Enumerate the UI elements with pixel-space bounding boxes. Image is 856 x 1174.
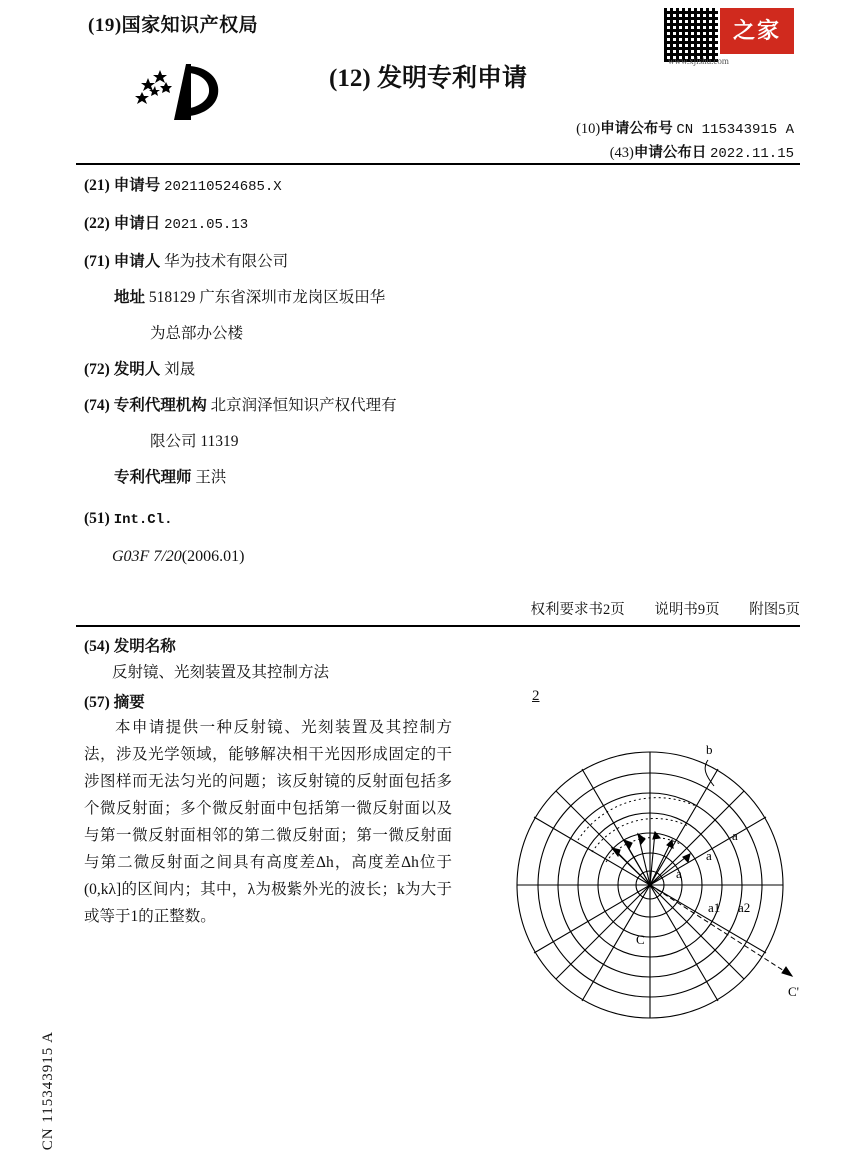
bib-value: 为总部办公楼 <box>150 325 244 342</box>
invention-name-label: 发明名称 <box>113 638 176 655</box>
bib-label: Int.Cl. <box>113 512 173 528</box>
drawings-count: 附图5页 <box>749 602 800 618</box>
publication-number-value: CN 115343915 A <box>676 122 794 138</box>
bib-value: 刘晟 <box>164 361 196 378</box>
figure-number: 2 <box>532 688 540 704</box>
document-title <box>0 58 856 94</box>
divider-top <box>76 163 800 165</box>
site-url-caption: www.xjishu.com <box>668 56 729 66</box>
invention-name-heading <box>84 634 464 656</box>
bib-label: 申请日 <box>113 215 161 232</box>
side-publication-code: CN 115343915 A <box>40 1030 56 1150</box>
figure-label-c: C <box>636 932 645 947</box>
bib-value: 华为技术有限公司 <box>164 253 289 270</box>
abstract-figure <box>500 680 830 1040</box>
figure-label-b: b <box>706 742 713 757</box>
publication-date-value: 2022.11.15 <box>709 146 794 162</box>
figure-label-c-prime: C' <box>788 984 800 999</box>
bib-row-agency-cont <box>84 428 554 455</box>
document-title-text: 发明专利申请 <box>376 65 527 92</box>
figure-drawing <box>500 680 830 1040</box>
invention-name-code: (54) <box>84 638 110 655</box>
publication-number-line <box>576 117 794 138</box>
bib-label: 发明人 <box>113 361 161 378</box>
bib-value: 2021.05.13 <box>164 217 249 233</box>
ipc-symbol: G03F 7/20 <box>112 548 182 565</box>
publication-date-line <box>610 141 794 162</box>
bib-value: 北京润泽恒知识产权代理有 <box>210 397 397 414</box>
qr-block <box>664 8 794 64</box>
abstract-body <box>84 714 452 930</box>
bib-code: (71) <box>84 253 110 270</box>
invention-name-value: 反射镜、光刻装置及其控制方法 <box>112 664 330 681</box>
ipc-version: (2006.01) <box>181 548 245 565</box>
office-name: 国家知识产权局 <box>121 15 259 36</box>
bib-value: 202110524685.X <box>164 179 282 195</box>
bib-row-inventor <box>84 356 554 383</box>
publication-number-label: 申请公布号 <box>600 121 673 137</box>
bib-value: 518129 广东省深圳市龙岗区坂田华 <box>148 289 386 306</box>
bib-row-agency <box>84 392 554 419</box>
bib-code: (22) <box>84 215 110 232</box>
abstract-text: 本申请提供一种反射镜、光刻装置及其控制方法，涉及光学领域，能够解决相干光因形成固定的干涉图样而无法匀光的问题；该反射镜的反射面包括多个微反射面；多个微反射面中包括第一微反射面以及与第一微反射面相邻的第二微反射面；第一微反射面与第二微反射面之间具有高度差Δh，高度差Δh位于(0,kλ]的区间内；其中，λ为极紫外光的波长；k为大于或等于1的正整数。 <box>84 719 452 925</box>
page-counts <box>505 598 801 619</box>
bib-row-application-number <box>84 172 554 201</box>
bib-label: 专利代理机构 <box>113 397 207 414</box>
publication-date-code: (43) <box>609 145 634 161</box>
bib-label: 专利代理师 <box>114 469 192 486</box>
bib-row-address <box>84 284 554 311</box>
description-count: 说明书9页 <box>654 602 720 618</box>
ipc-classification <box>84 543 554 570</box>
qr-code-icon <box>664 8 718 62</box>
figure-label-a2: a <box>706 848 712 863</box>
bib-code: (51) <box>84 510 110 527</box>
document-title-code: (12) <box>329 65 371 92</box>
bib-row-ipc <box>84 505 554 534</box>
publication-date-label: 申请公布日 <box>633 145 707 161</box>
figure-label-a2-code: a2 <box>738 900 751 915</box>
bib-label: 地址 <box>114 289 146 306</box>
claims-count: 权利要求书2页 <box>530 602 625 618</box>
figure-label-a1-code: a1 <box>708 900 721 915</box>
divider-middle <box>76 625 800 627</box>
bib-code: (74) <box>84 397 110 414</box>
bib-value: 王洪 <box>195 469 227 486</box>
figure-label-a1: a <box>732 828 738 843</box>
bibliographic-block <box>84 172 554 579</box>
bib-value: 限公司 11319 <box>150 433 239 450</box>
abstract-label: 摘要 <box>113 694 145 711</box>
bib-row-agent <box>84 464 554 491</box>
bib-code: (72) <box>84 361 110 378</box>
abstract-heading <box>84 690 464 712</box>
office-code: (19) <box>88 15 122 36</box>
bib-code: (21) <box>84 177 110 194</box>
publication-number-code: (10) <box>576 121 601 137</box>
bib-row-address-cont <box>84 320 554 347</box>
site-logo: 之家 <box>720 8 794 54</box>
issuing-office <box>88 10 258 37</box>
abstract-code: (57) <box>84 694 110 711</box>
bib-row-applicant <box>84 248 554 275</box>
figure-label-a3: a <box>676 866 682 881</box>
bib-label: 申请人 <box>113 253 161 270</box>
bib-row-application-date <box>84 210 554 239</box>
bib-label: 申请号 <box>113 177 161 194</box>
